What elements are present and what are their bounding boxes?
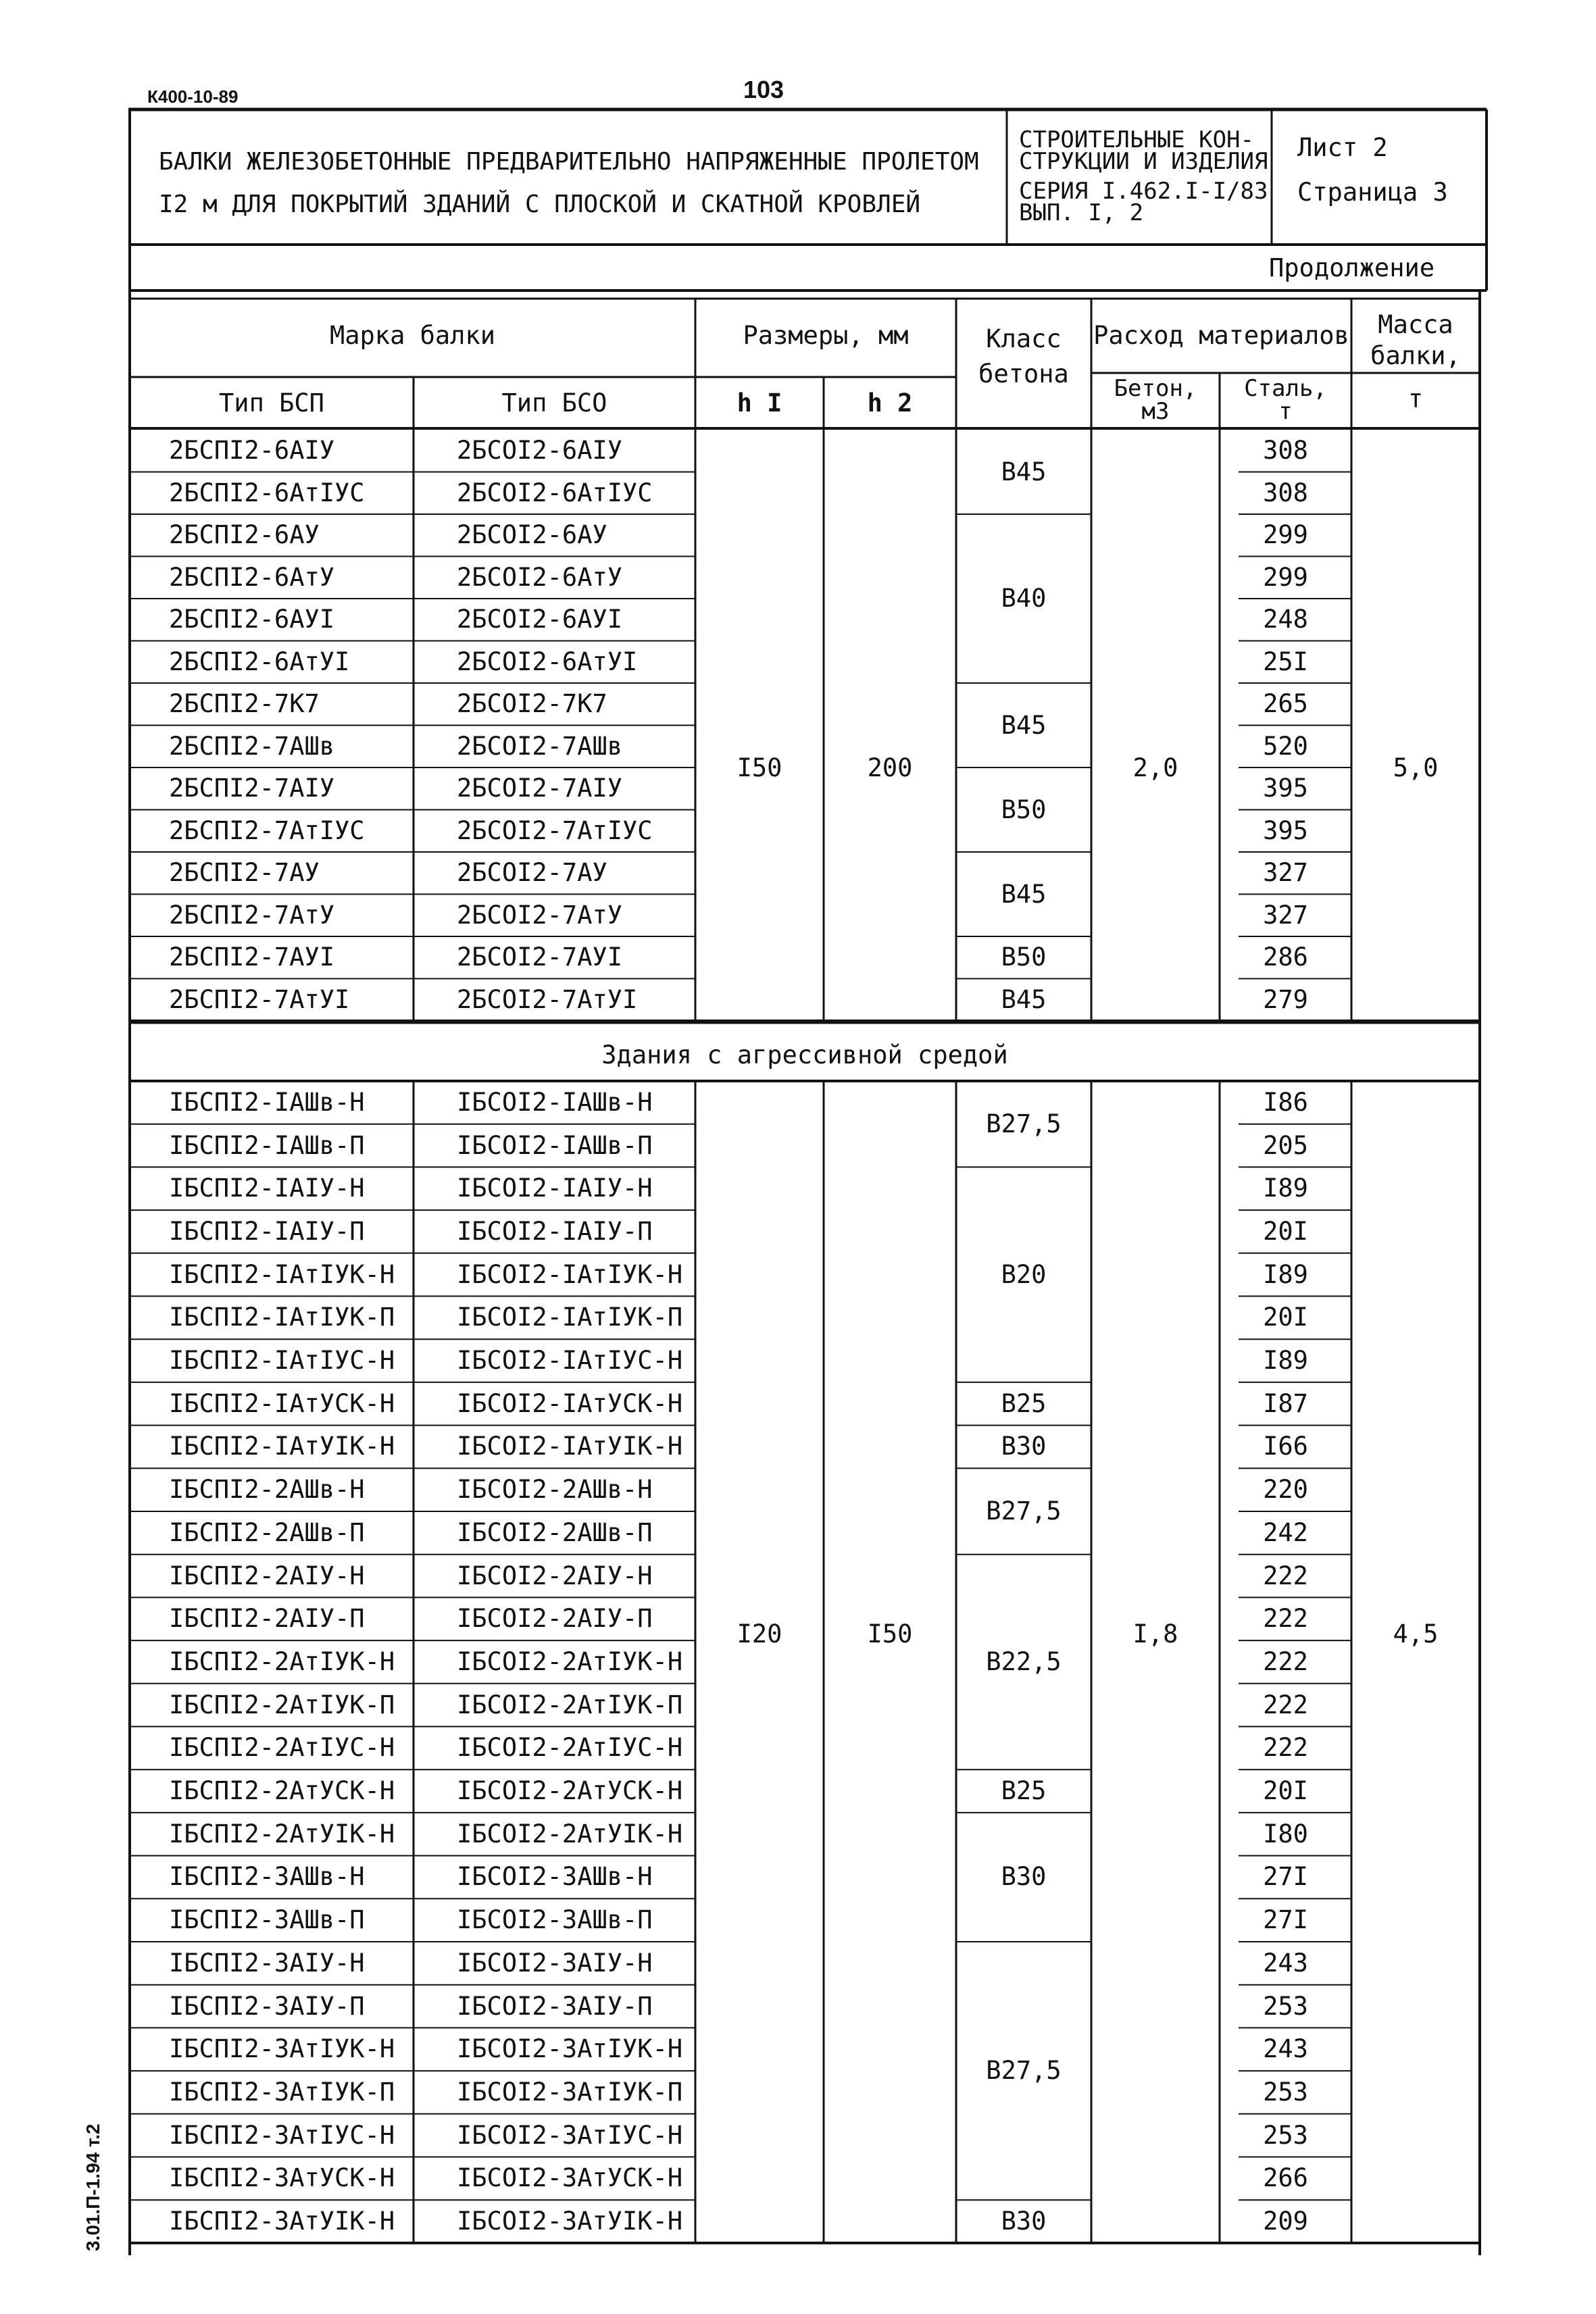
s2-bso-16: IБСОI2-2АтУСК-Н [457,1776,683,1806]
header-h2: h 2 [867,388,913,418]
s2-bsp-14: IБСПI2-2АтIУК-П [169,1690,395,1719]
section2-title: Здания с агрессивной средой [601,1040,1008,1070]
s1-bso-3: 2БСОI2-6АтУ [457,562,623,592]
s1-bsp-3: 2БСПI2-6АтУ [169,562,335,592]
header-h1: h I [737,388,782,418]
s2-bsp-3: IБСПI2-IАIУ-П [169,1216,365,1246]
s1-bsp-9: 2БСПI2-7АтIУС [169,815,365,845]
s1-steel-5: 25I [1263,647,1308,676]
s1-bsp-2: 2БСПI2-6АУ [169,520,320,550]
s2-steel-1: 205 [1263,1130,1308,1160]
s2-steel-26: 209 [1263,2207,1308,2236]
s2-bsp-1: IБСПI2-IАШв-П [169,1130,365,1160]
s2-bso-25: IБСОI2-3АтУСК-Н [457,2163,683,2193]
s2-bsp-8: IБСПI2-IАтУIК-Н [169,1432,395,1461]
s2-bso-20: IБСОI2-3АIУ-Н [457,1948,653,1978]
s2-bsp-16: IБСПI2-2АтУСК-Н [169,1776,395,1806]
s1-bsp-10: 2БСПI2-7АУ [169,858,320,888]
s2-class-9: В30 [1001,2207,1047,2236]
s1-bso-9: 2БСОI2-7АтIУС [457,815,653,845]
s2-bso-2: IБСОI2-IАIУ-Н [457,1174,653,1203]
s1-bso-4: 2БСОI2-6АУI [457,605,623,634]
s1-mass: 5,0 [1393,753,1439,782]
s2-bso-26: IБСОI2-3АтУIК-Н [457,2207,683,2236]
header-rashod: Расход материалов [1093,321,1349,350]
s1-class-4: В45 [1001,879,1047,909]
s2-bsp-24: IБСПI2-3АтIУС-Н [169,2120,395,2150]
s1-bso-5: 2БСОI2-6АтУI [457,647,638,676]
s1-bsp-0: 2БСПI2-6АIУ [169,436,335,466]
header-stal-2: т [1278,398,1293,425]
s2-bso-14: IБСОI2-2АтIУК-П [457,1690,683,1719]
header-massa-2: балки, [1370,341,1461,370]
s2-steel-20: 243 [1263,1948,1308,1978]
s2-class-4: В27,5 [986,1496,1062,1526]
s1-steel-6: 265 [1263,689,1308,719]
header-massa-unit: т [1407,384,1424,413]
page-number: 103 [743,76,784,103]
s2-steel-7: I87 [1263,1388,1308,1418]
s2-steel-22: 243 [1263,2034,1308,2064]
header-tip-bso: Тип БСО [501,388,607,418]
s1-steel-4: 248 [1263,605,1308,634]
s2-bso-17: IБСОI2-2АтУIК-Н [457,1819,683,1848]
s1-bso-6: 2БСОI2-7К7 [457,689,607,719]
s2-bso-19: IБСОI2-3АШв-П [457,1905,653,1935]
s2-steel-4: I89 [1263,1259,1308,1289]
s2-bso-1: IБСОI2-IАШв-П [457,1130,653,1160]
s2-bsp-25: IБСПI2-3АтУСК-Н [169,2163,395,2193]
s2-steel-10: 242 [1263,1517,1308,1547]
s2-class-5: В22,5 [986,1646,1062,1676]
s1-bso-10: 2БСОI2-7АУ [457,858,607,888]
s2-bsp-23: IБСПI2-3АтIУК-П [169,2077,395,2107]
s2-steel-18: 27I [1263,1862,1308,1892]
s1-bso-2: 2БСОI2-6АУ [457,520,607,550]
continuation-label: Продолжение [1269,253,1435,282]
series-line-2: СТРУКЦИИ И ИЗДЕЛИЯ [1019,148,1268,175]
s2-steel-0: I86 [1263,1087,1308,1117]
s2-bsp-6: IБСПI2-IАтIУС-Н [169,1346,395,1376]
s1-class-6: В45 [1001,984,1047,1014]
document-code: К400-10-89 [147,86,239,107]
s1-h2: 200 [867,753,913,782]
s1-concrete: 2,0 [1132,753,1178,782]
s2-bso-12: IБСОI2-2АIУ-П [457,1604,653,1634]
s1-steel-3: 299 [1263,562,1308,592]
s2-bsp-20: IБСПI2-3АIУ-Н [169,1948,365,1978]
s1-bsp-6: 2БСПI2-7К7 [169,689,320,719]
s2-bso-15: IБСОI2-2АтIУС-Н [457,1733,683,1763]
s1-bso-11: 2БСОI2-7АтУ [457,900,623,930]
s1-bsp-4: 2БСПI2-6АУI [169,605,335,634]
s2-bsp-0: IБСПI2-IАШв-Н [169,1087,365,1117]
s2-steel-2: I89 [1263,1174,1308,1203]
s2-steel-15: 222 [1263,1733,1308,1763]
s2-steel-8: I66 [1263,1432,1308,1461]
header-massa-1: Масса [1378,310,1453,339]
s2-bsp-22: IБСПI2-3АтIУК-Н [169,2034,395,2064]
s2-bso-18: IБСОI2-3АШв-Н [457,1862,653,1892]
s1-bso-8: 2БСОI2-7АIУ [457,774,623,803]
s1-steel-2: 299 [1263,520,1308,550]
s1-bso-12: 2БСОI2-7АУI [457,942,623,972]
side-label: 3.01.П-1.94 т.2 [82,2123,103,2251]
s2-bsp-26: IБСПI2-3АтУIК-Н [169,2207,395,2236]
s1-steel-7: 520 [1263,731,1308,761]
s1-bsp-1: 2БСПI2-6АтIУС [169,478,365,507]
s2-bso-5: IБСОI2-IАтIУК-П [457,1303,683,1332]
series-line-3: СЕРИЯ I.462.I-I/83 [1019,178,1268,205]
s2-steel-23: 253 [1263,2077,1308,2107]
title-line-1: БАЛКИ ЖЕЛЕЗОБЕТОННЫЕ ПРЕДВАРИТЕЛЬНО НАПРЯЖЕННЫЕ ПРОЛЕТОМ [159,148,979,176]
s1-steel-13: 279 [1263,984,1308,1014]
header-klass-2: бетона [978,359,1069,388]
s2-steel-6: I89 [1263,1346,1308,1376]
s1-class-0: В45 [1001,457,1047,486]
s1-steel-8: 395 [1263,774,1308,803]
s2-bsp-21: IБСПI2-3АIУ-П [169,1991,365,2021]
s2-bso-8: IБСОI2-IАтУIК-Н [457,1432,683,1461]
header-beton-1: Бетон, [1114,375,1197,402]
s2-h2: I50 [867,1619,913,1649]
s2-bso-24: IБСОI2-3АтIУС-Н [457,2120,683,2150]
s2-bsp-17: IБСПI2-2АтУIК-Н [169,1819,395,1848]
s2-h1: I20 [737,1619,782,1649]
s1-bsp-11: 2БСПI2-7АтУ [169,900,335,930]
header-tip-bsp: Тип БСП [219,388,324,418]
series-line-4: ВЫП. I, 2 [1019,199,1144,226]
header-razmery: Размеры, мм [743,321,909,350]
s1-bsp-7: 2БСПI2-7АШв [169,731,335,761]
header-stal-1: Сталь, [1244,375,1327,402]
s2-steel-3: 20I [1263,1216,1308,1246]
s2-bsp-15: IБСПI2-2АтIУС-Н [169,1733,395,1763]
sheet-label: Лист 2 [1297,133,1388,162]
s1-bso-13: 2БСОI2-7АтУI [457,984,638,1014]
s2-class-7: В30 [1001,1862,1047,1892]
s2-bsp-5: IБСПI2-IАтIУК-П [169,1303,395,1332]
s2-bso-0: IБСОI2-IАШв-Н [457,1087,653,1117]
s1-bsp-5: 2БСПI2-6АтУI [169,647,350,676]
s2-steel-21: 253 [1263,1991,1308,2021]
s2-bsp-19: IБСПI2-3АШв-П [169,1905,365,1935]
header-marka: Марка балки [329,321,496,350]
s2-bso-7: IБСОI2-IАтУСК-Н [457,1388,683,1418]
s2-class-6: В25 [1001,1776,1047,1806]
s2-bso-11: IБСОI2-2АIУ-Н [457,1561,653,1590]
s1-bsp-13: 2БСПI2-7АтУI [169,984,350,1014]
s1-h1: I50 [737,753,782,782]
s2-steel-9: 220 [1263,1475,1308,1505]
s2-class-2: В25 [1001,1388,1047,1418]
s1-class-2: В45 [1001,710,1047,740]
s2-bso-10: IБСОI2-2АШв-П [457,1517,653,1547]
s2-steel-12: 222 [1263,1604,1308,1634]
s2-steel-24: 253 [1263,2120,1308,2150]
s2-concrete: I,8 [1132,1619,1178,1649]
s2-steel-16: 20I [1263,1776,1308,1806]
s2-bsp-13: IБСПI2-2АтIУК-Н [169,1646,395,1676]
title-line-2: I2 м ДЛЯ ПОКРЫТИЙ ЗДАНИЙ С ПЛОСКОЙ И СКАТНОЙ КРОВЛЕЙ [159,191,921,218]
s1-class-5: В50 [1001,942,1047,972]
page-label: Страница 3 [1297,178,1448,207]
s2-bsp-9: IБСПI2-2АШв-Н [169,1475,365,1505]
s1-steel-10: 327 [1263,858,1308,888]
s2-class-8: В27,5 [986,2056,1062,2086]
s1-steel-9: 395 [1263,815,1308,845]
s1-class-1: В40 [1001,584,1047,613]
s2-steel-25: 266 [1263,2163,1308,2193]
s2-bsp-7: IБСПI2-IАтУСК-Н [169,1388,395,1418]
s2-bsp-11: IБСПI2-2АIУ-Н [169,1561,365,1590]
series-line-1: СТРОИТЕЛЬНЫЕ КОН- [1019,126,1254,153]
s2-bsp-18: IБСПI2-3АШв-Н [169,1862,365,1892]
s1-bso-1: 2БСОI2-6АтIУС [457,478,653,507]
s2-steel-14: 222 [1263,1690,1308,1719]
s2-bso-23: IБСОI2-3АтIУК-П [457,2077,683,2107]
s1-bsp-12: 2БСПI2-7АУI [169,942,335,972]
s2-bso-13: IБСОI2-2АтIУК-Н [457,1646,683,1676]
s1-bsp-8: 2БСПI2-7АIУ [169,774,335,803]
s2-class-0: В27,5 [986,1109,1062,1138]
s2-bso-6: IБСОI2-IАтIУС-Н [457,1346,683,1376]
s2-bso-9: IБСОI2-2АШв-Н [457,1475,653,1505]
s2-bsp-4: IБСПI2-IАтIУК-Н [169,1259,395,1289]
s2-bso-21: IБСОI2-3АIУ-П [457,1991,653,2021]
s1-bso-0: 2БСОI2-6АIУ [457,436,623,466]
header-klass-1: Класс [986,324,1062,353]
s2-bsp-12: IБСПI2-2АIУ-П [169,1604,365,1634]
s2-class-3: В30 [1001,1432,1047,1461]
s1-class-3: В50 [1001,795,1047,824]
s2-steel-5: 20I [1263,1303,1308,1332]
s1-steel-0: 308 [1263,436,1308,466]
s2-steel-19: 27I [1263,1905,1308,1935]
s2-mass: 4,5 [1393,1619,1439,1649]
s2-bsp-10: IБСПI2-2АШв-П [169,1517,365,1547]
s2-steel-13: 222 [1263,1646,1308,1676]
s1-steel-12: 286 [1263,942,1308,972]
s1-bso-7: 2БСОI2-7АШв [457,731,623,761]
s1-steel-11: 327 [1263,900,1308,930]
s2-steel-11: 222 [1263,1561,1308,1590]
s2-bso-22: IБСОI2-3АтIУК-Н [457,2034,683,2064]
s2-class-1: В20 [1001,1259,1047,1289]
s2-bsp-2: IБСПI2-IАIУ-Н [169,1174,365,1203]
s2-bso-4: IБСОI2-IАтIУК-Н [457,1259,683,1289]
s2-bso-3: IБСОI2-IАIУ-П [457,1216,653,1246]
s1-steel-1: 308 [1263,478,1308,507]
header-beton-2: м3 [1141,398,1170,425]
s2-steel-17: I80 [1263,1819,1308,1848]
